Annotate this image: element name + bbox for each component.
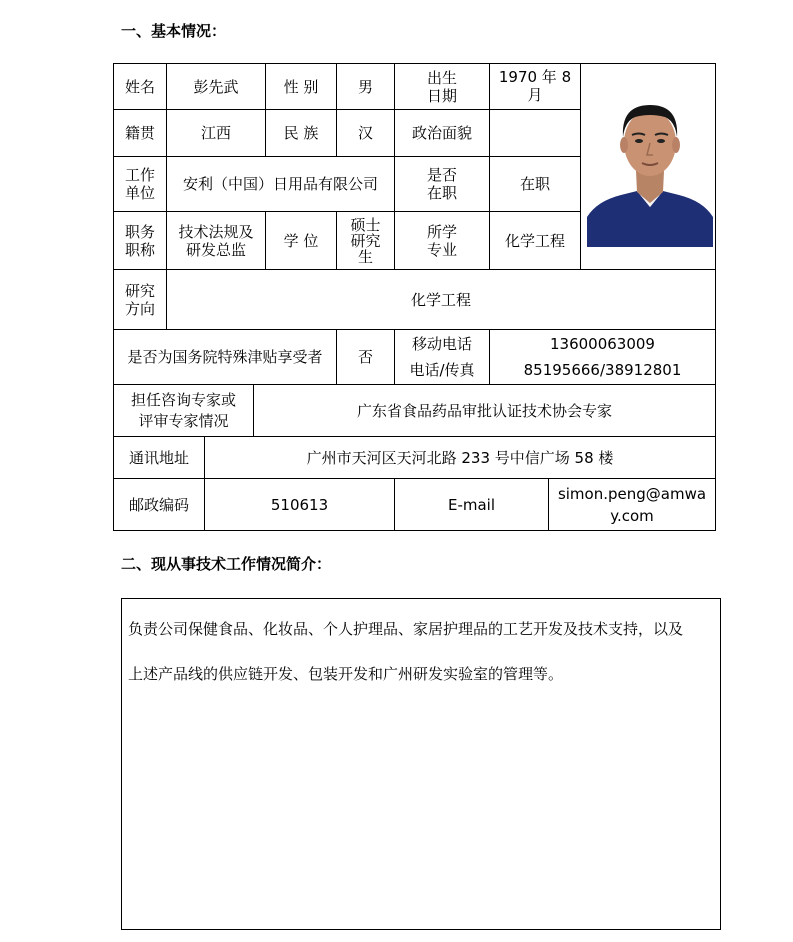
address-label: 通讯地址 [114,437,205,479]
degree-value-line3: 生 [357,247,373,266]
major-value: 化学工程 [490,212,581,270]
mobile-label: 移动电话 [411,335,472,353]
degree-label: 学 位 [266,212,337,270]
work-description-box [121,598,721,930]
inservice-value: 在职 [490,157,581,212]
birth-value [490,64,581,110]
expert-label-line2: 评审专家情况 [138,411,229,430]
birth-label [395,64,490,110]
email-value-line2: y.com [610,506,654,525]
inservice-label [395,157,490,212]
postal-label: 邮政编码 [114,479,205,530]
ethnic-label: 民 族 [266,110,337,157]
research-label-line1: 研究 [124,281,155,300]
hometown-label: 籍贯 [114,110,167,157]
political-label: 政治面貌 [395,110,490,157]
work-label [114,157,167,212]
position-value-line1: 技术法规及 [178,222,254,241]
political-value [490,110,581,157]
work-label-line1: 工作 [124,166,155,184]
major-label-line1: 所学 [426,222,457,241]
inservice-label-line1: 是否 [426,166,457,184]
allowance-value: 否 [337,330,395,385]
postal-value: 510613 [205,479,395,530]
contact-value [490,330,715,385]
section-1-title: 一、基本情况： [121,22,227,40]
work-label-line2: 单位 [124,184,155,202]
hometown-value: 江西 [167,110,266,157]
expert-label [114,385,254,437]
research-value: 化学工程 [167,270,715,330]
email-value-line1: simon.peng@amwa [557,484,707,503]
position-value [167,212,266,270]
portrait-photo [587,95,713,247]
phone-label: 电话/传真 [409,361,475,379]
name-label: 姓名 [114,64,167,110]
gender-label: 性 别 [266,64,337,110]
major-label [395,212,490,270]
position-label-line2: 职称 [124,240,155,259]
ethnic-value: 汉 [337,110,395,157]
expert-label-line1: 担任咨询专家或 [130,390,236,409]
expert-value: 广东省食品药品审批认证技术协会专家 [254,385,715,437]
description-line-1: 负责公司保健食品、化妆品、个人护理品、家居护理品的工艺开发及技术支持，以及 [128,620,684,638]
research-label [114,270,167,330]
description-line-2: 上述产品线的供应链开发、包装开发和广州研发实验室的管理等。 [128,665,564,683]
contact-label [395,330,490,385]
address-value: 广州市天河区天河北路 233 号中信广场 58 楼 [205,437,715,479]
birth-value-line2: 月 [527,86,543,104]
allowance-label: 是否为国务院特殊津贴享受者 [114,330,337,385]
name-value: 彭先武 [167,64,266,110]
position-value-line2: 研发总监 [185,240,246,259]
work-value: 安利（中国）日用品有限公司 [167,157,395,212]
birth-value-line1: 1970 年 8 [498,68,572,86]
degree-value-line1: 硕士 [350,215,381,234]
degree-value-line2: 研究 [350,231,381,250]
birth-label-line1: 出生 [426,68,457,87]
position-label [114,212,167,270]
inservice-label-line2: 在职 [426,184,457,202]
gender-value: 男 [337,64,395,110]
mobile-value: 13600063009 [550,335,655,353]
email-label: E-mail [395,479,549,530]
major-label-line2: 专业 [426,240,457,259]
section-2-title: 二、现从事技术工作情况简介： [121,555,332,573]
research-label-line2: 方向 [124,299,155,318]
phone-value: 85195666/38912801 [523,361,682,379]
birth-label-line2: 日期 [426,86,457,105]
position-label-line1: 职务 [124,222,155,241]
email-value [549,479,715,530]
degree-value [337,212,395,270]
